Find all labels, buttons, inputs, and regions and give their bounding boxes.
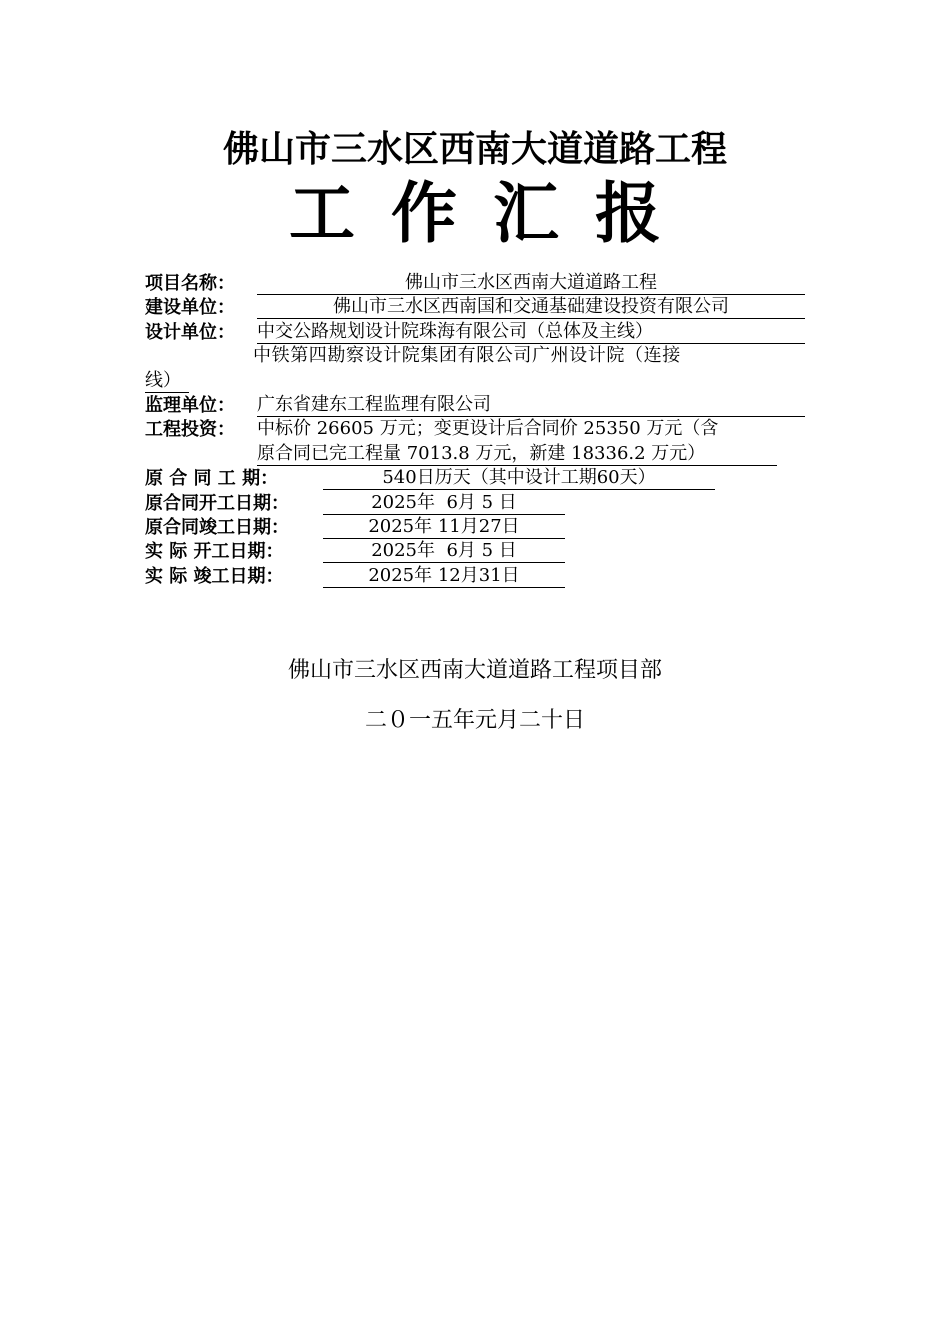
contract-duration-label: 原 合 同 工 期： [145,468,279,490]
row-supervisor [145,394,805,418]
contract-start-value: 2025年 6月 5 日 [323,492,565,515]
actual-start-label: 实 际 开工日期： [145,541,284,563]
row-project-name [145,272,805,296]
actual-end-value: 2025年 12月31日 [323,565,565,588]
contract-end-value: 2025年 11月27日 [323,516,565,539]
designer-value-line1: 中交公路规划设计院珠海有限公司（总体及主线） [257,321,805,344]
row-investment-2 [145,443,805,467]
row-actual-end [145,565,805,589]
designer-value-line3: 线） [145,370,189,393]
investment-value-line1: 中标价 26605 万元；变更设计后合同价 25350 万元（含 [257,418,719,440]
footer-date: 二０一五年元月二十日 [364,708,585,733]
supervisor-value: 广东省建东工程监理有限公司 [257,394,805,417]
row-designer [145,321,805,345]
contract-duration-value: 540日历天（其中设计工期60天） [323,467,715,490]
row-owner [145,296,805,320]
row-contract-duration [145,467,805,491]
owner-value: 佛山市三水区西南国和交通基础建设投资有限公司 [257,296,805,319]
document-subtitle: 工作汇报 [289,175,697,252]
contract-end-label: 原合同竣工日期： [145,516,289,538]
designer-value-line2: 中铁第四勘察设计院集团有限公司广州设计院（连接 [253,345,681,367]
row-designer-2 [145,345,805,369]
project-name-value: 佛山市三水区西南大道道路工程 [257,272,805,295]
designer-label: 设计单位： [145,321,235,343]
investment-label: 工程投资： [145,419,235,441]
actual-end-label: 实 际 竣工日期： [145,565,284,587]
owner-label: 建设单位： [145,297,235,319]
row-actual-start [145,540,805,564]
supervisor-label: 监理单位： [145,394,235,416]
row-contract-end [145,516,805,540]
row-designer-3 [145,370,805,394]
project-info [145,272,805,589]
row-contract-start [145,492,805,516]
footer-organization: 佛山市三水区西南大道道路工程项目部 [287,658,662,683]
document-title: 佛山市三水区西南大道道路工程 [222,129,727,170]
row-investment [145,418,805,442]
project-name-label: 项目名称： [145,273,235,294]
contract-start-label: 原合同开工日期： [145,492,289,514]
investment-value-line2: 原合同已完工程量 7013.8 万元，新建 18336.2 万元） [257,443,777,466]
actual-start-value: 2025年 6月 5 日 [323,540,565,563]
